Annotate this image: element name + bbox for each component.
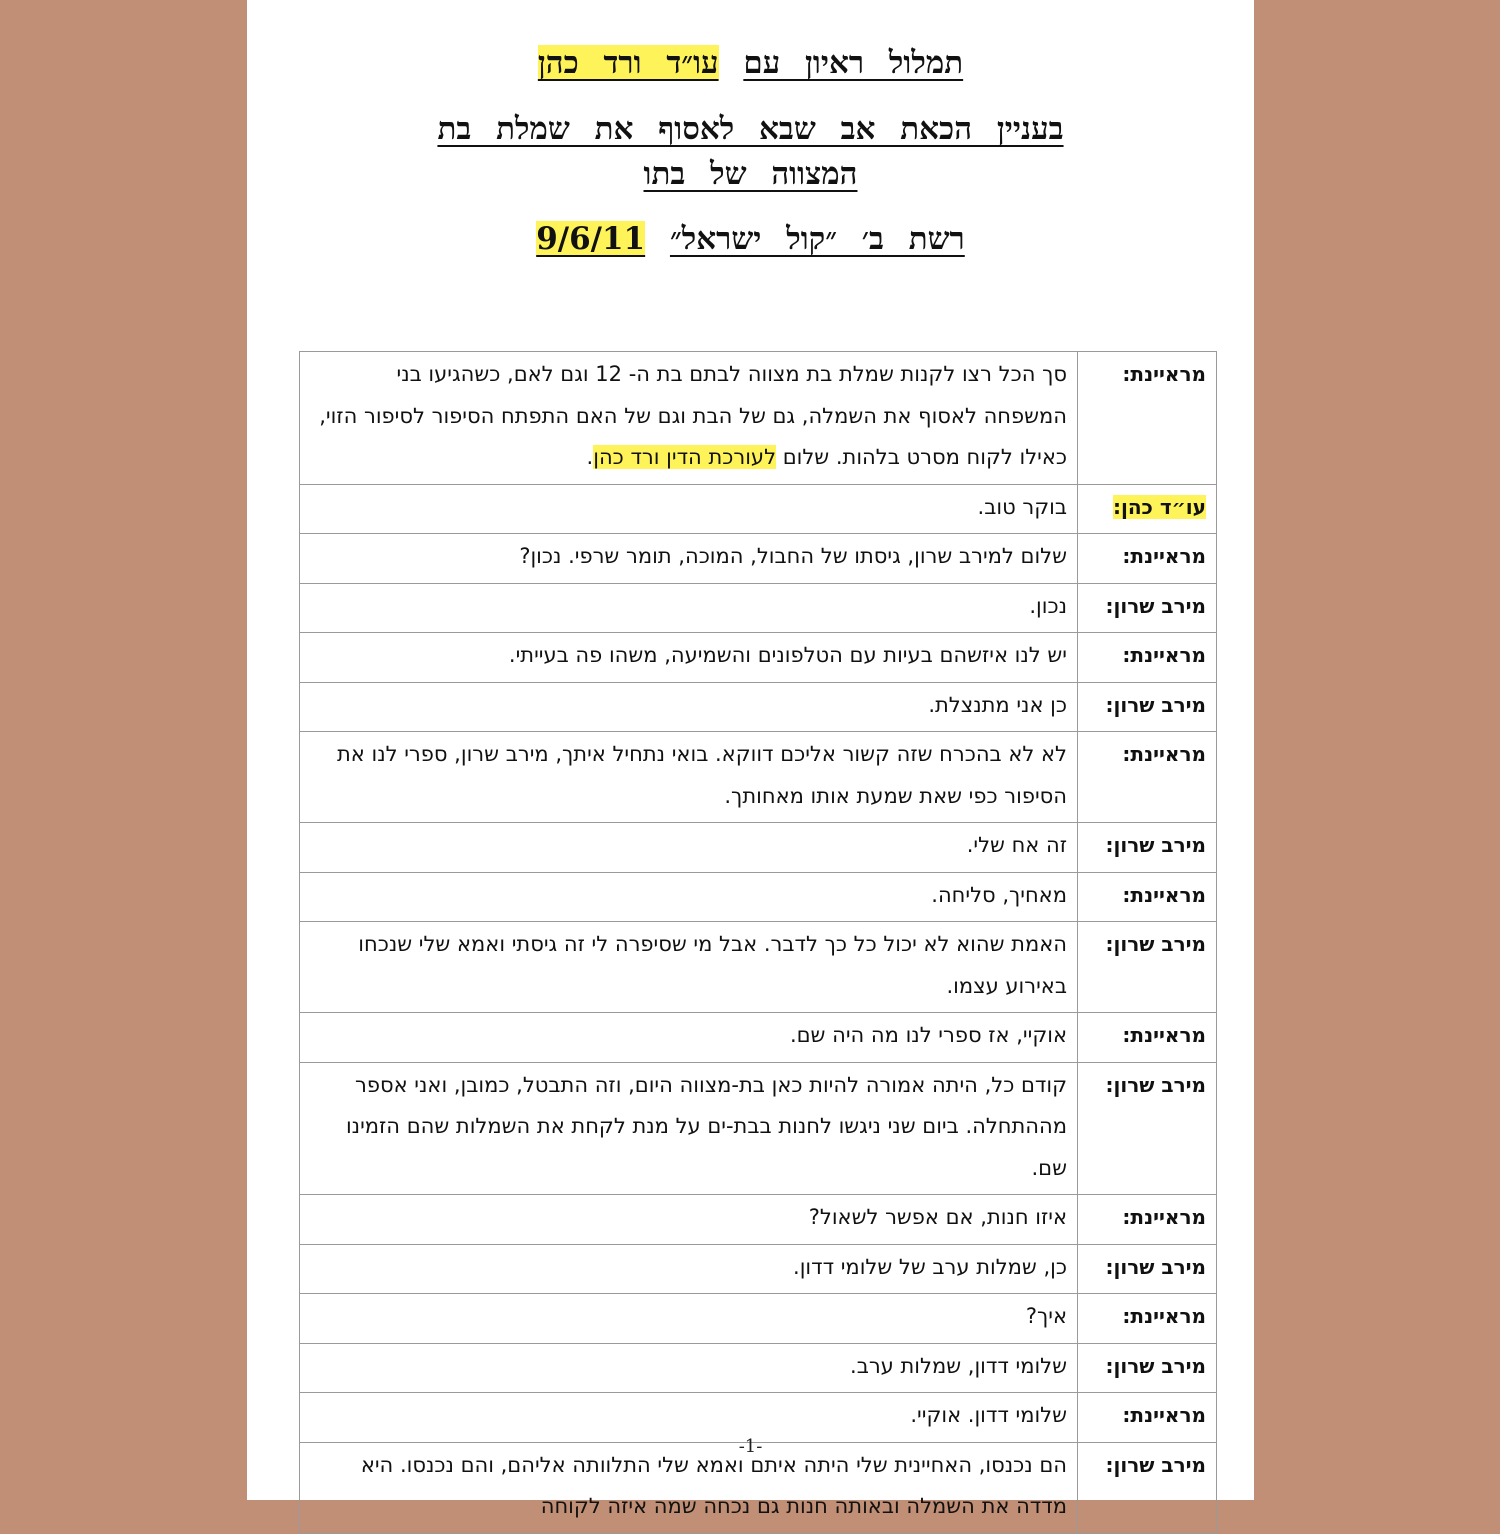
speaker-label: מירב שרון:: [1105, 1353, 1206, 1378]
transcript-row: [300, 872, 1217, 922]
transcript-row: [300, 583, 1217, 633]
transcript-row: [300, 1244, 1217, 1294]
title-line-4: [247, 221, 1254, 257]
speaker-cell: [1078, 1244, 1217, 1294]
speech-cell: [300, 1393, 1078, 1443]
speech-cell: [300, 922, 1078, 1013]
speaker-label: מירב שרון:: [1105, 1452, 1206, 1477]
transcript-row: [300, 352, 1217, 485]
transcript-row: [300, 1195, 1217, 1245]
speaker-cell: [1078, 823, 1217, 873]
speech-text: קודם כל, היתה אמורה להיות כאן בת-מצווה היום, וזה התבטל, כמובן, ואני אספר מההתחלה. ביום שני ניגשו לחנות בבת-ים על מנת לקחת את השמלות שהם הזמינו שם.: [345, 1072, 1067, 1180]
speech-cell: [300, 1195, 1078, 1245]
speech-text: זה אח שלי.: [966, 833, 1067, 857]
speech-text: כן, שמלות ערב של שלומי דדון.: [793, 1254, 1067, 1279]
highlighted-name: לעורכת הדין ורד כהן: [593, 445, 777, 469]
speech-cell: [300, 732, 1078, 823]
speech-text-end: .: [586, 445, 594, 469]
speaker-cell: [1078, 1062, 1217, 1195]
speech-cell: [300, 583, 1078, 633]
speaker-label: מראיינת:: [1122, 362, 1206, 386]
speech-text: יש לנו איזשהם בעיות עם הטלפונים והשמיעה, משהו פה בעייתי.: [508, 643, 1067, 667]
transcript-row: [300, 922, 1217, 1013]
transcript-row: [300, 823, 1217, 873]
transcript-row: [300, 1393, 1217, 1443]
title-line-3: [247, 156, 1254, 192]
speech-cell: [300, 823, 1078, 873]
speech-text: מאחיך, סליחה.: [931, 882, 1067, 907]
speech-cell: [300, 1062, 1078, 1195]
speech-text: איך?: [1025, 1304, 1067, 1328]
speech-text: שלומי דדון. אוקיי.: [910, 1403, 1067, 1427]
speaker-cell: [1078, 1294, 1217, 1344]
speaker-label: מראיינת:: [1122, 742, 1206, 766]
speaker-label: מראיינת:: [1122, 1205, 1206, 1229]
speaker-label: מירב שרון:: [1105, 932, 1206, 956]
speaker-label: מירב שרון:: [1105, 833, 1206, 857]
speech-text: איזו חנות, אם אפשר לשאול?: [808, 1205, 1067, 1229]
speech-cell: [300, 682, 1078, 732]
broadcast-source: רשת ב׳ ״קול ישראל״: [669, 221, 965, 257]
speaker-label: מירב שרון:: [1105, 1254, 1206, 1279]
transcript-row: [300, 1013, 1217, 1063]
broadcast-date: 9/6/11: [536, 221, 646, 257]
speaker-label: עו״ד כהן:: [1112, 494, 1206, 519]
transcript-row: [300, 633, 1217, 683]
speech-text: האמת שהוא לא יכול כל כך לדבר. אבל מי שסיפרה לי זה גיסתי ואמא שלי שנכחו באירוע עצמו.: [358, 932, 1067, 998]
speaker-cell: [1078, 484, 1217, 534]
speech-text: שלומי דדון, שמלות ערב.: [850, 1353, 1067, 1378]
title-highlight: עו״ד ורד כהן: [537, 45, 719, 81]
speaker-cell: [1078, 682, 1217, 732]
speech-cell: [300, 1244, 1078, 1294]
speaker-cell: [1078, 922, 1217, 1013]
transcript-table: [299, 351, 1217, 1534]
transcript-row: [300, 1294, 1217, 1344]
speaker-cell: [1078, 1343, 1217, 1393]
speaker-label: מירב שרון:: [1105, 1072, 1206, 1097]
speaker-cell: [1078, 633, 1217, 683]
speaker-cell: [1078, 534, 1217, 584]
speaker-cell: [1078, 1195, 1217, 1245]
speaker-cell: [1078, 583, 1217, 633]
speech-text: שלום למירב שרון, גיסתו של החבול, המוכה, תומר שרפי. נכון?: [519, 544, 1067, 568]
speech-text: אוקיי, אז ספרי לנו מה היה שם.: [789, 1023, 1067, 1047]
speech-cell: [300, 633, 1078, 683]
speaker-label: מראיינת:: [1122, 882, 1206, 907]
speaker-label: מראיינת:: [1122, 643, 1206, 667]
speech-cell: [300, 1294, 1078, 1344]
speech-cell: [300, 352, 1078, 485]
speaker-label: מירב שרון:: [1105, 593, 1206, 618]
speaker-cell: [1078, 352, 1217, 485]
speaker-cell: [1078, 1013, 1217, 1063]
speaker-cell: [1078, 872, 1217, 922]
transcript-row: [300, 534, 1217, 584]
speech-cell: [300, 1343, 1078, 1393]
title-prefix: תמלול ראיון עם: [743, 45, 964, 81]
transcript-row: [300, 682, 1217, 732]
speech-cell: [300, 872, 1078, 922]
speaker-label: מראיינת:: [1122, 1304, 1206, 1328]
document-page: [247, 0, 1254, 1518]
speaker-label: מראיינת:: [1122, 1403, 1206, 1427]
title-line-1: [247, 45, 1254, 81]
page-number: -1-: [738, 1436, 763, 1457]
speech-text: נכון.: [1029, 593, 1067, 618]
transcript-row: [300, 1062, 1217, 1195]
speech-cell: [300, 534, 1078, 584]
speaker-cell: [1078, 732, 1217, 823]
speaker-label: מראיינת:: [1122, 1023, 1206, 1047]
transcript-row: [300, 732, 1217, 823]
speaker-label: מירב שרון:: [1105, 692, 1206, 717]
speech-cell: [300, 484, 1078, 534]
speech-cell: [300, 1013, 1078, 1063]
transcript-row: [300, 484, 1217, 534]
speech-text: הם נכנסו, האחיינית שלי היתה איתם ואמא שלי התלוותה אליהם, והם נכנסו. היא מדדה את השמלה ובאותה חנות גם נכחה שמה איזה לקוחה: [360, 1452, 1067, 1518]
speech-text: סך הכל רצו לקנות שמלת בת מצווה לבתם בת ה- 12 וגם לאם, כשהגיעו בני המשפחה לאסוף את השמלה, גם של הבת וגם של האם התפתח הסיפור לסיפור הזוי, כאילו לקוח מסרט בלהות. שלום: [319, 362, 1067, 469]
speaker-cell: [1078, 1393, 1217, 1443]
title-line-2: [247, 111, 1254, 147]
speech-text: לא לא בהכרח שזה קשור אליכם דווקא. בואי נתחיל איתך, מירב שרון, ספרי לנו את הסיפור כפי שאת שמעת אותו מאחותך.: [336, 742, 1067, 808]
subject-line-1: בעניין הכאת אב שבא לאסוף את שמלת בת: [437, 111, 1064, 147]
speaker-label: מראיינת:: [1122, 544, 1206, 568]
transcript-row: [300, 1343, 1217, 1393]
speech-text: כן אני מתנצלת.: [928, 692, 1067, 717]
subject-line-2: המצווה של בתו: [643, 156, 858, 192]
speech-text: בוקר טוב.: [977, 494, 1067, 519]
